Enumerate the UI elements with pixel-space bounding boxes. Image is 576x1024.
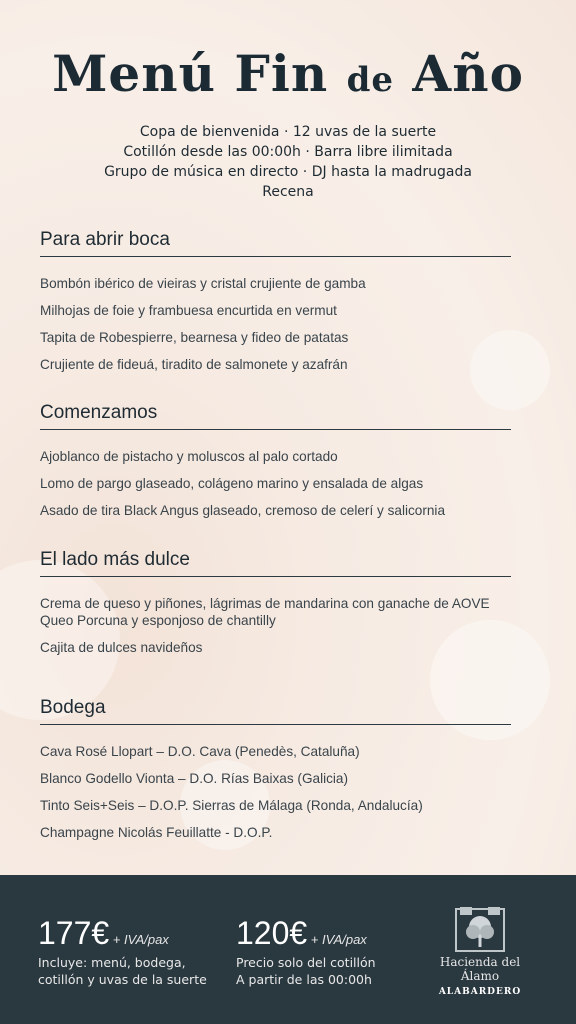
tree-emblem-icon (450, 905, 510, 953)
price-value (38, 915, 207, 952)
menu-item: Tinto Seis+Seis – D.O.P. Sierras de Málaga (Ronda, Andalucía) (40, 798, 423, 813)
pricing-footer (0, 875, 576, 1024)
section-bodega (40, 697, 511, 851)
price-tax: + IVA/pax (109, 932, 169, 947)
menu-item: Crema de queso y piñones, lágrimas de mandarina con ganache de AOVE Queo Porcuna y esponjoso de chantilly (40, 596, 490, 628)
menu-item: Lomo de pargo glaseado, colágeno marino y ensalada de algas (40, 476, 424, 491)
section-title: Bodega (40, 697, 511, 725)
intro-line: Recena (262, 184, 314, 200)
intro-line: Cotillón desde las 00:00h · Barra libre ilimitada (123, 144, 453, 160)
menu-item: Asado de tira Black Angus glaseado, cremoso de celerí y salicornia (40, 503, 446, 518)
price-block-full (38, 915, 207, 988)
intro-line: Grupo de música en directo · DJ hasta la madrugada (104, 164, 472, 180)
menu-item: Milhojas de foie y frambuesa encurtida en vermut (40, 303, 337, 318)
brand-subtitle: ALABARDERO (438, 987, 522, 997)
section-title: Comenzamos (40, 402, 511, 430)
menu-item: Cava Rosé Llopart – D.O. Cava (Penedès, Cataluña) (40, 744, 360, 759)
price-description (38, 954, 207, 988)
price-amount: 120€ (236, 915, 308, 951)
price-block-cotillon (236, 915, 376, 988)
intro-line: Copa de bienvenida · 12 uvas de la suerte (139, 124, 437, 140)
price-line: Precio solo del cotillón (236, 955, 376, 970)
menu-item: Bombón ibérico de vieiras y cristal crujiente de gamba (40, 276, 366, 291)
section-comenzamos (40, 402, 511, 529)
page-title (0, 44, 576, 103)
price-line: cotillón y uvas de la suerte (38, 972, 207, 987)
menu-item: Cajita de dulces navideños (40, 640, 203, 655)
brand-name: Hacienda del Álamo (439, 955, 521, 983)
menu-item: Champagne Nicolás Feuillatte - D.O.P. (40, 825, 273, 840)
section-el-lado-mas-dulce (40, 549, 511, 666)
brand-logo (420, 905, 540, 997)
price-value (236, 915, 376, 952)
section-title: Para abrir boca (40, 229, 511, 257)
title-text: Año (394, 44, 524, 103)
menu-item: Blanco Godello Vionta – D.O. Rías Baixas (Galicia) (40, 771, 349, 786)
intro-block (0, 122, 576, 202)
price-tax: + IVA/pax (307, 932, 367, 947)
price-line: Incluye: menú, bodega, (38, 955, 186, 970)
menu-item: Tapita de Robespierre, bearnesa y fideo de patatas (40, 330, 349, 345)
menu-item: Ajoblanco de pistacho y moluscos al palo cortado (40, 449, 338, 464)
section-para-abrir-boca (40, 229, 511, 383)
section-title: El lado más dulce (40, 549, 511, 577)
price-description (236, 954, 376, 988)
title-text: de (346, 60, 395, 100)
price-line: A partir de las 00:00h (236, 972, 372, 987)
title-text: Menú Fin (52, 44, 347, 103)
price-amount: 177€ (38, 915, 110, 951)
menu-item: Crujiente de fideuá, tiradito de salmonete y azafrán (40, 357, 348, 372)
